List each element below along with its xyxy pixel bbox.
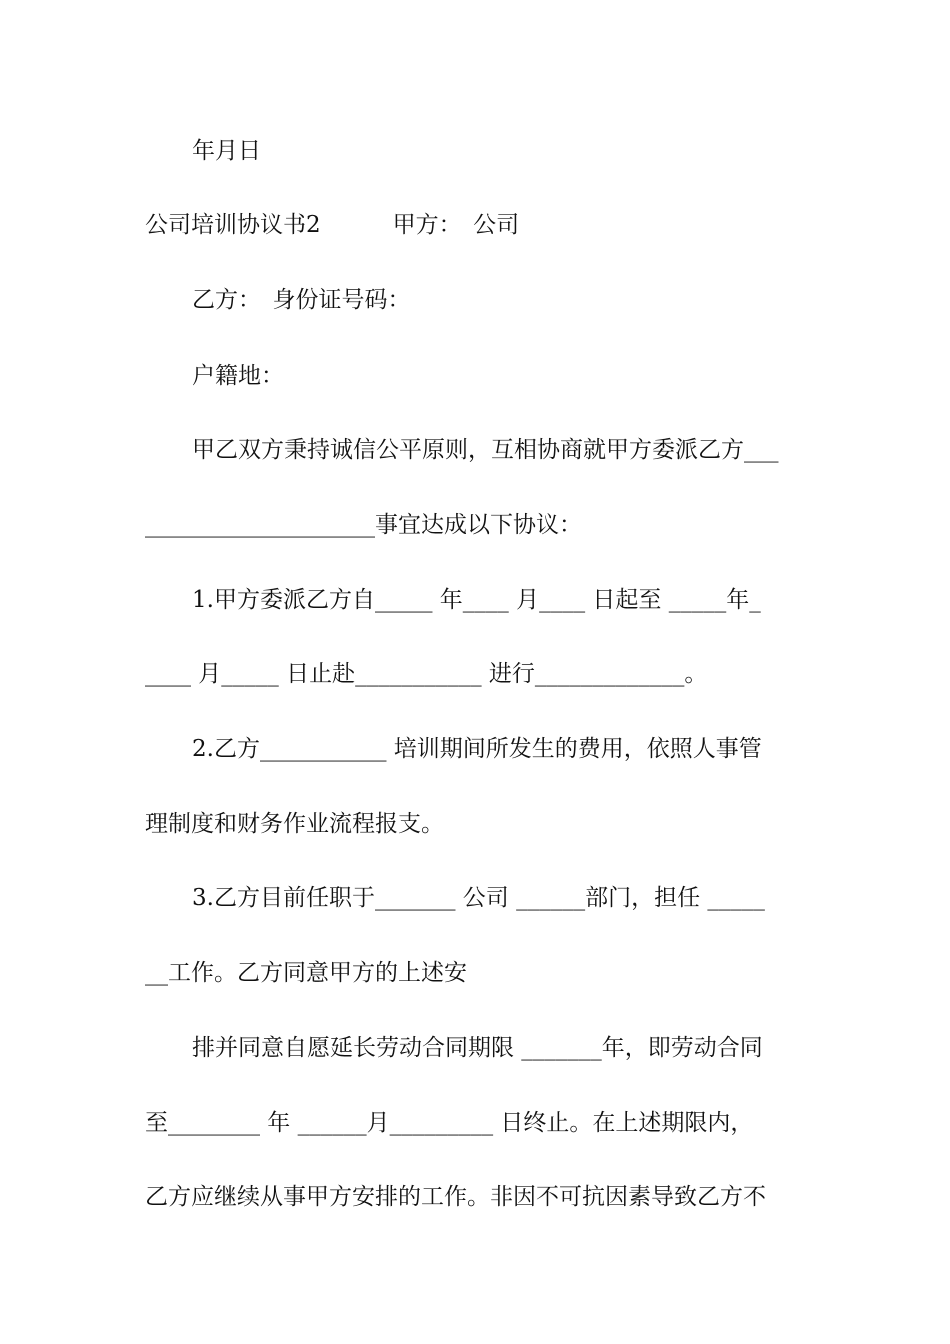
extension-paragraph-line-1: 排并同意自愿延长劳动合同期限 _______年，即劳动合同 [192, 1035, 763, 1061]
item-3-line-1: 3.乙方目前任职于_______ 公司 ______部门，担任 _____ [192, 885, 765, 911]
item-1-line-1: 1.甲方委派乙方自_____ 年____ 月____ 日起至 _____年_ [192, 587, 761, 613]
party-a-value: 公司 [473, 212, 520, 238]
intro-paragraph-line-1: 甲乙双方秉持诚信公平原则，互相协商就甲方委派乙方___ [192, 437, 779, 463]
party-b-line: 乙方： 身份证号码： [192, 287, 411, 313]
intro-paragraph-line-2: ____________________事宜达成以下协议： [145, 512, 582, 538]
extension-paragraph-line-3: 乙方应继续从事甲方安排的工作。非因不可抗因素导致乙方不 [145, 1184, 766, 1210]
item-2-line-1: 2.乙方___________ 培训期间所发生的费用，依照人事管 [192, 736, 762, 762]
item-3-line-2: __工作。乙方同意甲方的上述安 [145, 960, 467, 986]
party-a-label: 甲方： [392, 212, 451, 238]
title-party-a-line [145, 210, 810, 240]
item-2-line-2: 理制度和财务作业流程报支。 [145, 811, 444, 837]
document-title: 公司培训协议书2 [145, 212, 321, 238]
item-1-line-2: ____ 月_____ 日止赴___________ 进行_____________。 [145, 661, 708, 687]
extension-paragraph-line-2: 至________ 年 ______月_________ 日终止。在上述期限内， [145, 1110, 754, 1136]
date-line: 年月日 [192, 138, 261, 164]
domicile-line: 户籍地： [192, 363, 284, 389]
